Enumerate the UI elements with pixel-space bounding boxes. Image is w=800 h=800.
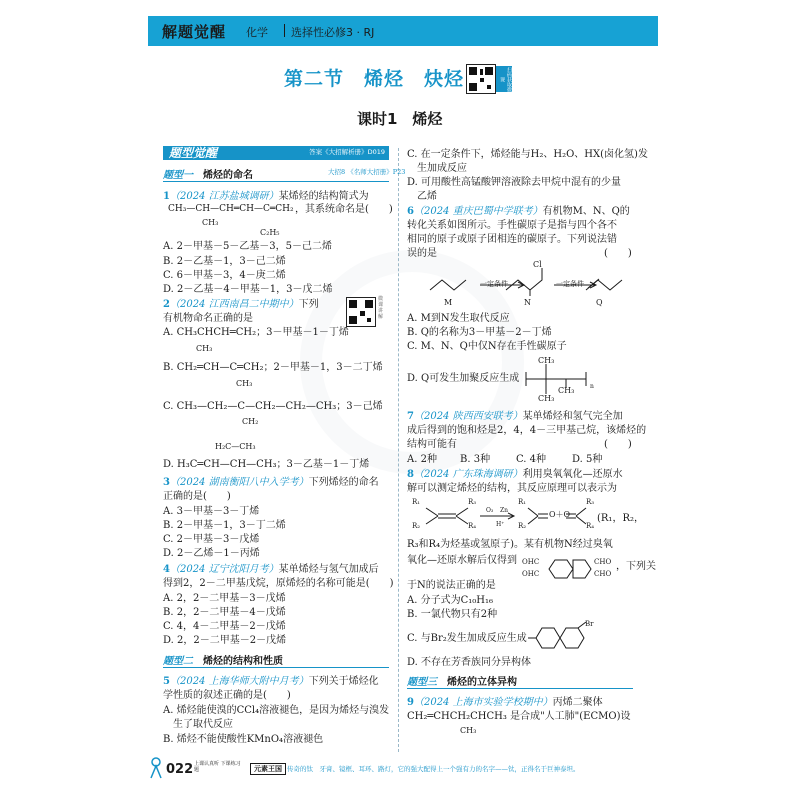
q2-option-d[interactable]: D. H₃C═CH—CH—CH₃；3－乙基－1－丁烯 (163, 459, 370, 470)
q2-stem-2: 有机物命名正确的是 (163, 313, 253, 324)
q6-arrow-label-1: 一定条件 (480, 280, 508, 288)
type-ref: 大招8 《名师大招册》P23 (328, 168, 406, 176)
footer-box-label: 元素王国 (250, 763, 286, 775)
q9-stem: 9（2024 上海市实验学校期中）丙烯二聚体 (407, 697, 603, 708)
q5-option-a[interactable]: A. 烯烃能使溴的CCl₄溶液褪色，是因为烯烃与溴发 (163, 705, 390, 716)
q1-option-b[interactable]: B. 2－乙基－1，3－己二烯 (163, 256, 286, 267)
q5-option-d-cont: 乙烯 (407, 191, 437, 202)
q1-stem: 1（2024 江苏盐城调研）某烯烃的结构简式为 (163, 191, 369, 202)
column-divider (398, 148, 399, 752)
q4-stem: 4（2024 辽宁沈阳月考）某单烯烃与氢气加成后 (163, 564, 379, 575)
q8-option-c[interactable]: C. 与Br₂发生加成反应生成 (407, 633, 527, 644)
q1-option-d[interactable]: D. 2－乙基－4－甲基－1，3－戊二烯 (163, 284, 333, 295)
q8-prod-r3: R₃ (586, 498, 595, 506)
q3-option-c[interactable]: C. 2－甲基－3－戊烯 (163, 534, 260, 545)
footer-text: 传奇的钛 牙膏、镜框、耳环、路灯，它的强大配得上一个强有力的名字——钛，正得名于巨神泰坦。 (287, 765, 580, 773)
q1-sub-2: C₂H₅ (260, 228, 280, 237)
q8-prod-r1: R₁ (518, 498, 527, 506)
q2-qr-label: 微课讲解 (378, 296, 384, 320)
q3-option-a[interactable]: A. 3－甲基－3－丁烯 (163, 506, 260, 517)
q3-option-b[interactable]: B. 2－甲基－1，3－丁二烯 (163, 520, 286, 531)
banner-label: 题型觉醒 (169, 146, 218, 160)
q8-prod-r2: R₂ (518, 522, 527, 530)
q8-line-1: 解可以测定烯烃的结构，其反应原理可以表示为 (407, 483, 617, 494)
q7-paren: ( ) (604, 439, 632, 450)
q9-line-2: CH₂═CHCH₂CHCH₃ 是合成"人工肺"(ECMO)设 (407, 711, 631, 722)
q1-formula: CH₃—CH—CH═CH—C═CH₂ (168, 204, 294, 214)
q2-stem: 2（2024 江西南昌二中期中）下列 (163, 299, 319, 310)
q2-option-a[interactable]: A. CH₃CHCH═CH₂；3－甲基－1－丁烯 (163, 327, 349, 338)
q6-stem: 6（2024 重庆巴蜀中学联考）有机物M、N、Q的 (407, 206, 630, 217)
q5-stem: 5（2024 上海华师大附中月考）下列关于烯烃化 (163, 676, 379, 687)
header-bar (148, 16, 658, 46)
q8-reagent-h: H⁺ (496, 521, 505, 528)
type-heading-1: 题型一 烯烃的命名 (163, 170, 253, 181)
q2-sub-c: CH₂ (242, 417, 259, 426)
q8-r4: R₄ (468, 522, 477, 530)
q7-line-1: 成后得到的饱和烃是2，4，4－三甲基己烷，该烯烃的 (407, 425, 647, 436)
q8-tail: ，下列关 (616, 561, 656, 572)
q8-line-2: R₃和R₄为烃基或氢原子)。某有机物N经过臭氧 (407, 539, 613, 550)
q2-option-b[interactable]: B. CH₂═CH—C═CH₂；2－甲基－1，3－二丁烯 (163, 362, 383, 373)
footer-slogan: 上课认真听 下课练习题 (194, 761, 241, 773)
type-heading-2: 题型二 烯烃的结构和性质 (163, 656, 283, 667)
q8-reagent-o3: O₃ (486, 507, 494, 514)
q6-label-q: Q (596, 298, 603, 307)
header-course: 选择性必修3 · RJ (291, 26, 375, 39)
q4-option-c[interactable]: C. 4，4－二甲基－2－戊烯 (163, 621, 286, 632)
q6-option-b[interactable]: B. Q的名称为3－甲基－2－丁烯 (407, 327, 552, 338)
q8-r3: R₃ (468, 498, 477, 506)
q4-option-b[interactable]: B. 2，2－二甲基－4－戊烯 (163, 607, 286, 618)
q9-sub: CH₃ (460, 726, 477, 735)
q8-cho-2: OHC (522, 570, 540, 578)
q7-option-c[interactable]: C. 4种 (516, 454, 547, 465)
q5-option-b[interactable]: B. 烯烃不能使酸性KMnO₄溶液褪色 (163, 734, 324, 745)
banner (163, 146, 389, 160)
q4-option-d[interactable]: D. 2，2－二甲基－2－戊烯 (163, 635, 287, 646)
q8-r2: R₂ (412, 522, 421, 530)
q8-option-a[interactable]: A. 分子式为C₁₀H₁₆ (407, 595, 493, 606)
q2-option-c[interactable]: C. CH₃—CH₂—C—CH₂—CH₂—CH₃；3－己烯 (163, 401, 383, 412)
q4-stem-2: 得到2，2－二甲基戊烷，原烯烃的名称可能是( ) (163, 578, 394, 589)
section-title: 第二节 烯烃 炔烃 (284, 68, 465, 90)
q2-sub-b: CH₃ (236, 379, 253, 388)
q5-option-c[interactable]: C. 在一定条件下，烯烃能与H₂、H₂O、HX(卤化氢)发 (407, 149, 648, 160)
type-heading-3: 题型三 烯烃的立体异构 (407, 677, 517, 688)
q8-line-4: 于N的说法正确的是 (407, 580, 496, 591)
lesson-title: 课时1 烯烃 (357, 110, 443, 128)
q5-stem-2: 学性质的叙述正确的是( ) (163, 690, 291, 701)
q6-label-m: M (444, 298, 453, 307)
q1-tail: ，其系统命名是( ) (295, 204, 393, 215)
q6-option-a[interactable]: A. M到N发生取代反应 (407, 313, 510, 324)
qr-code-icon[interactable] (466, 64, 496, 94)
q6-poly-sub-1: CH₃ (538, 356, 555, 365)
q6-line-2: 相同的原子或原子团相连的碳原子。下列说法错 (407, 234, 617, 245)
q6-option-c[interactable]: C. M、N、Q中仅N存在手性碳原子 (407, 341, 567, 352)
footer-mascot-icon (148, 756, 164, 780)
q8-reagent-zn: Zn (500, 507, 509, 514)
q1-sub-1: CH₃ (202, 218, 219, 227)
q6-option-d[interactable]: D. Q可发生加聚反应生成 (407, 373, 520, 384)
qr-tag: 扫码获取微课 (496, 66, 512, 92)
svg-text:n: n (590, 383, 594, 390)
type-underline (163, 181, 389, 182)
q3-stem-2: 正确的是( ) (163, 491, 231, 502)
q8-prod-r4: R₄ (586, 522, 595, 530)
q8-cho-4: CHO (594, 570, 612, 578)
q4-option-a[interactable]: A. 2，2－二甲基－3－戊烯 (163, 593, 286, 604)
header-divider (284, 24, 285, 37)
q3-option-d[interactable]: D. 2－乙烯－1－丙烯 (163, 548, 260, 559)
q6-label-n: N (524, 298, 531, 307)
q6-line-1: 转化关系如图所示。手性碳原子是指与四个各不 (407, 220, 617, 231)
type-underline (407, 688, 633, 689)
q8-cho-1: OHC (522, 558, 540, 566)
q2-sub-a: CH₃ (196, 344, 213, 353)
q6-arrow-label-2: 一定条件 (556, 280, 584, 288)
qr-code-icon[interactable] (346, 297, 376, 327)
q6-line-3: 误的是 (407, 248, 437, 259)
q7-line-2: 结构可能有 (407, 439, 457, 450)
q7-option-b[interactable]: B. 3种 (460, 454, 491, 465)
q3-stem: 3（2024 湖南衡阳八中入学考）下列烯烃的命名 (163, 477, 379, 488)
q1-option-c[interactable]: C. 6－甲基－3，4－庚二烯 (163, 270, 286, 281)
q7-stem: 7（2024 陕西西安联考）某单烯烃和氢气完全加 (407, 411, 623, 422)
q1-option-a[interactable]: A. 2－甲基－5－乙基－3，5－己二烯 (163, 241, 333, 252)
q8-prod-o: O＋O (549, 510, 571, 519)
page-number: 022 (166, 762, 194, 777)
q8-br-label: Br (585, 620, 594, 628)
q6-cl-label: Cl (533, 260, 542, 269)
q5-option-a-cont: 生了取代反应 (163, 719, 233, 730)
q5-option-d[interactable]: D. 可用酸性高锰酸钾溶液除去甲烷中混有的少量 (407, 177, 622, 188)
q8-line-3: 氧化—还原水解后仅得到 (407, 555, 517, 566)
q8-cho-3: CHO (594, 558, 612, 566)
q8-option-d[interactable]: D. 不存在芳香族同分异构体 (407, 657, 532, 668)
q8-r1: R₁ (412, 498, 421, 506)
q6-paren: ( ) (604, 248, 632, 259)
q7-option-a[interactable]: A. 2种 (407, 454, 437, 465)
q8-option-b[interactable]: B. 一氯代物只有2种 (407, 609, 498, 620)
type-underline (163, 667, 389, 668)
q8-stem: 8（2024 广东珠海调研）利用臭氧氧化—还原水 (407, 469, 623, 480)
header-subject: 化学 (246, 26, 268, 39)
banner-ref: 答案《大招解析册》D019 (309, 148, 385, 156)
header-brand: 解题觉醒 (162, 23, 227, 41)
q7-option-d[interactable]: D. 5种 (572, 454, 603, 465)
q6-poly-sub-3: CH₃ (558, 386, 575, 395)
q8-dialdehyde-structure (540, 556, 600, 582)
q8-rlist: (R₁，R₂， (597, 513, 644, 524)
q5-option-c-cont: 生加成反应 (407, 163, 467, 174)
q2-sub-d: H₂C—CH₃ (215, 442, 256, 451)
q6-poly-sub-2: CH₃ (538, 394, 555, 403)
